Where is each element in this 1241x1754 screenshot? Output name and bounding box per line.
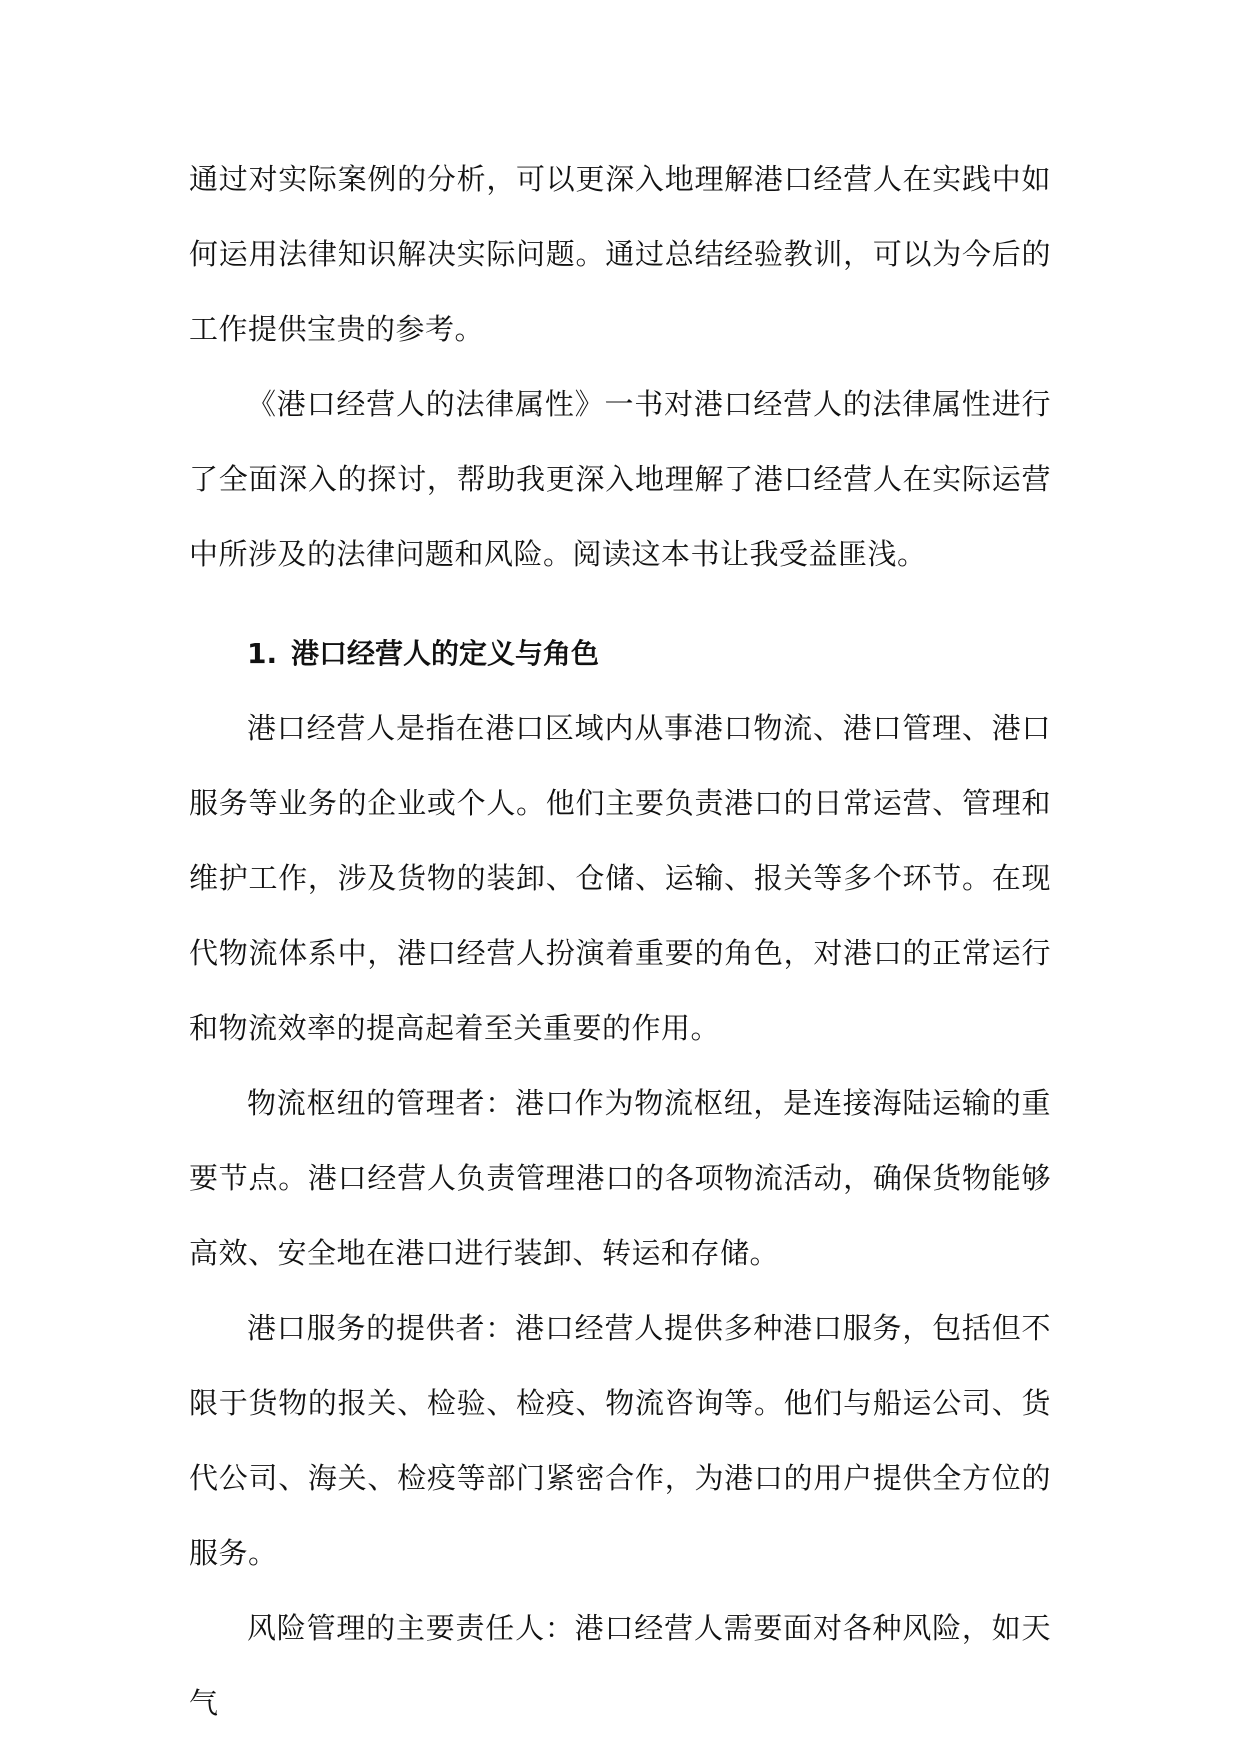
section-heading <box>189 616 1051 691</box>
section-title: 港口经营人的定义与角色 <box>291 637 600 670</box>
section-number: 1. <box>247 637 278 670</box>
paragraph-book-review: 《港口经营人的法律属性》一书对港口经营人的法律属性进行了全面深入的探讨，帮助我更深入地理解了港口经营人在实际运营中所涉及的法律问题和风险。阅读这本书让我受益匪浅。 <box>189 387 1051 571</box>
paragraph-logistics-hub: 物流枢纽的管理者：港口作为物流枢纽，是连接海陆运输的重要节点。港口经营人负责管理港口的各项物流活动，确保货物能够高效、安全地在港口进行装卸、转运和存储。 <box>189 1086 1051 1270</box>
paragraph-case-analysis: 通过对实际案例的分析，可以更深入地理解港口经营人在实践中如何运用法律知识解决实际问题。通过总结经验教训，可以为今后的工作提供宝贵的参考。 <box>189 162 1051 346</box>
paragraph-definition: 港口经营人是指在港口区域内从事港口物流、港口管理、港口服务等业务的企业或个人。他们主要负责港口的日常运营、管理和维护工作，涉及货物的装卸、仓储、运输、报关等多个环节。在现代物流体系中，港口经营人扮演着重要的角色，对港口的正常运行和物流效率的提高起着至关重要的作用。 <box>189 711 1051 1045</box>
paragraph-risk-management: 风险管理的主要责任人：港口经营人需要面对各种风险，如天气 <box>189 1611 1051 1720</box>
paragraph-port-services: 港口服务的提供者：港口经营人提供多种港口服务，包括但不限于货物的报关、检验、检疫、物流咨询等。他们与船运公司、货代公司、海关、检疫等部门紧密合作，为港口的用户提供全方位的服务。 <box>189 1311 1051 1570</box>
document-body <box>189 142 1051 1741</box>
